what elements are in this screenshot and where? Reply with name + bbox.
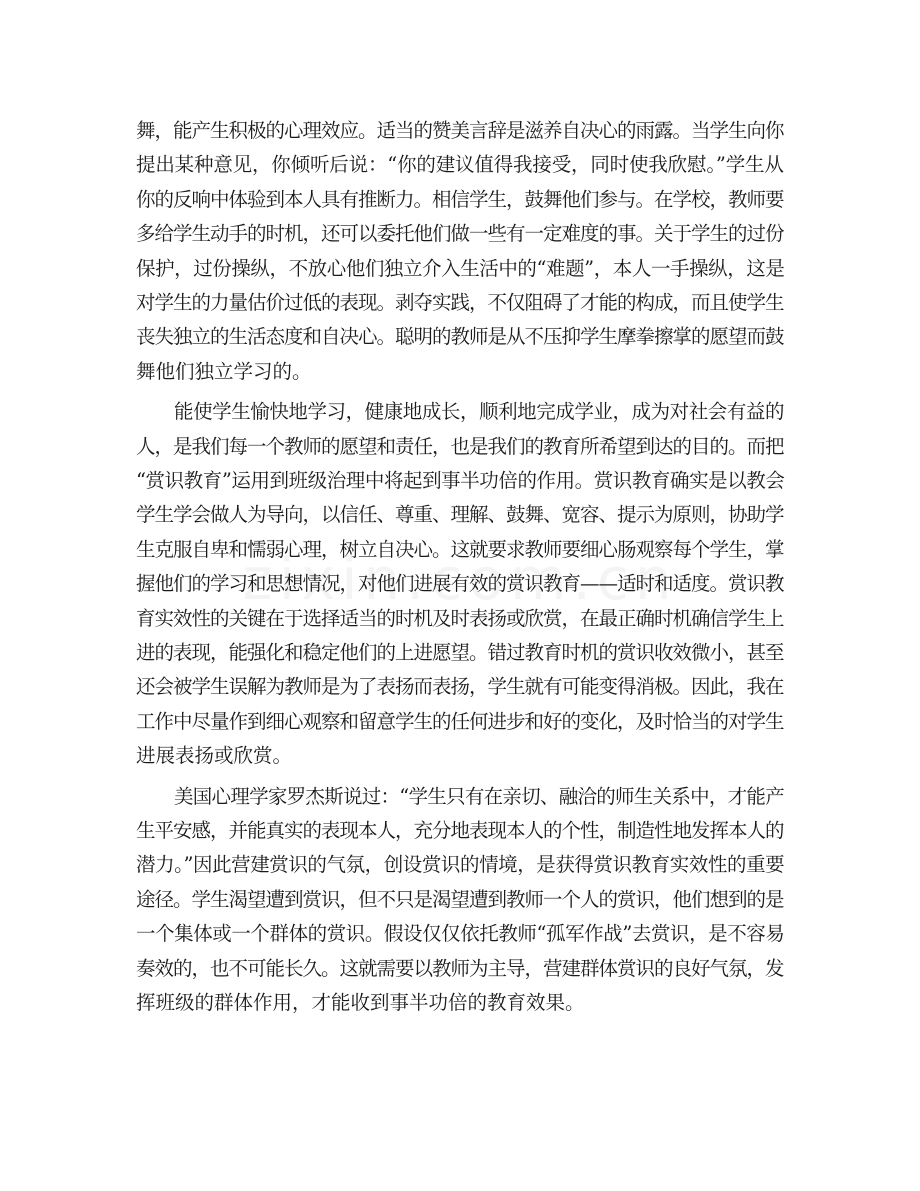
text-line: 丧失独立的生活态度和自决心。聪明的教师是从不压抑学生摩拳擦掌的愿望而鼓 xyxy=(136,325,784,349)
text-line: 潜力。”因此营建赏识的气氛，创设赏识的情境，是获得赏识教育实效性的重要 xyxy=(136,853,785,877)
text-line: 进的表现，能强化和稳定他们的上进愿望。错过教育时机的赏识收效微小，甚至 xyxy=(136,641,784,664)
text-line: 舞，能产生积极的心理效应。适当的赞美言辞是滋养自决心的雨露。当学生向你 xyxy=(136,119,784,142)
text-line: 提出某种意见，你倾听后说：“你的建议值得我接受，同时使我欣慰。”学生从 xyxy=(136,153,784,177)
text-line: 美国心理学家罗杰斯说过：“学生只有在亲切、融洽的师生关系中，才能产 xyxy=(174,784,784,808)
text-line: 对学生的力量估价过低的表现。剥夺实践，不仅阻碍了才能的构成，而且使学生 xyxy=(136,291,784,314)
text-line: 奏效的，也不可能长久。这就需要以教师为主导，营建群体赏识的良好气氛，发 xyxy=(136,956,784,980)
text-line: 进展表扬或欣赏。 xyxy=(136,744,293,768)
text-line: 生克服自卑和懦弱心理，树立自决心。这就要求教师要细心肠观察每个学生，掌 xyxy=(136,537,784,561)
text-line: 你的反响中体验到本人具有推断力。相信学生，鼓舞他们参与。在学校，教师要 xyxy=(136,187,784,211)
text-line: 学生学会做人为导向，以信任、尊重、理解、鼓舞、宽容、提示为原则，协助学 xyxy=(136,503,784,527)
text-line: 途径。学生渴望遭到赏识，但不只是渴望遭到教师一个人的赏识，他们想到的是 xyxy=(136,887,784,911)
text-line: “赏识教育”运用到班级治理中将起到事半功倍的作用。赏识教育确实是以教会 xyxy=(136,469,785,492)
text-line: 一个集体或一个群体的赏识。假设仅仅依托教师“孤军作战”去赏识，是不容易 xyxy=(136,922,785,946)
text-line: 人，是我们每一个教师的愿望和责任，也是我们的教育所希望到达的目的。而把 xyxy=(136,434,784,458)
text-line: 挥班级的群体作用，才能收到事半功倍的教育效果。 xyxy=(136,991,585,1014)
text-line: 工作中尽量作到细心观察和留意学生的任何进步和好的变化，及时恰当的对学生 xyxy=(136,709,784,733)
text-line: 能使学生愉快地学习，健康地成长，顺利地完成学业，成为对社会有益的 xyxy=(174,400,785,424)
text-line: 多给学生动手的时机，还可以委托他们做一些有一定难度的事。关于学生的过份 xyxy=(136,222,784,246)
text-line: 育实效性的关键在于选择适当的时机及时表扬或欣赏，在最正确时机确信学生上 xyxy=(136,606,784,630)
text-line: 生平安感，并能真实的表现本人，充分地表现本人的个性，制造性地发挥本人的 xyxy=(136,819,784,842)
text-line: 舞他们独立学习的。 xyxy=(136,359,312,383)
text-line: 握他们的学习和思想情况，对他们进展有效的赏识教育——适时和适度。赏识教 xyxy=(136,572,784,596)
text-line: 保护，过份操纵，不放心他们独立介入生活中的“难题”，本人一手操纵，这是 xyxy=(136,256,785,280)
text-line: 还会被学生误解为教师是为了表扬而表扬，学生就有可能变得消极。因此，我在 xyxy=(136,675,784,699)
